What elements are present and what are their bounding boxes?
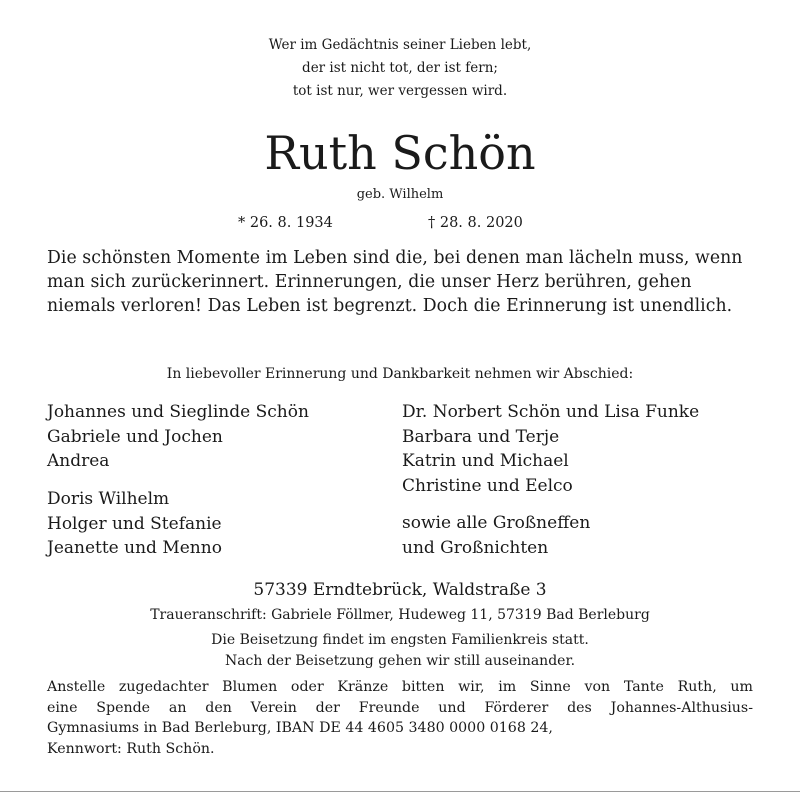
poem-line: tot ist nur, wer vergessen wird.	[292, 83, 508, 99]
maiden-name: geb. Wilhelm	[356, 187, 444, 202]
deceased-name: Ruth Schön	[264, 126, 536, 180]
mourner-name: und Großnichten	[402, 537, 549, 558]
memorial-poem	[0, 34, 800, 103]
mourner-name: Barbara und Terje	[402, 426, 560, 447]
poem-line: der ist nicht tot, der ist fern;	[302, 60, 498, 76]
mourner-name: Christine und Eelco	[402, 475, 573, 496]
mourning-address: Traueranschrift: Gabriele Föllmer, Hudeweg 11, 57319 Bad Berleburg	[150, 607, 650, 623]
donation-line: Gymnasiums in Bad Berleburg, IBAN DE 44 4605 3480 0000 0168 24,	[47, 720, 553, 736]
mourners-left-group-2	[47, 487, 222, 561]
donation-note	[47, 677, 753, 759]
mourner-name: Doris Wilhelm	[47, 489, 170, 509]
mourner-name: Katrin und Michael	[402, 451, 569, 471]
funeral-note	[0, 630, 800, 672]
farewell-line: In liebevoller Erinnerung und Dankbarkeit nehmen wir Abschied:	[166, 366, 634, 382]
mourner-name: Gabriele und Jochen	[47, 426, 223, 447]
donation-line: Kennwort: Ruth Schön.	[47, 740, 215, 757]
donation-line: Anstelle zugedachter Blumen oder Kränze bitten wir, im Sinne von Tante Ruth, um	[47, 679, 753, 695]
mourner-name: Dr. Norbert Schön und Lisa Funke	[402, 402, 700, 422]
death-date: † 28. 8. 2020	[428, 215, 523, 231]
donation-line: eine Spende an den Verein der Freunde und Förderer des Johannes-Althusius-	[47, 699, 753, 716]
mourners-right-group-1	[402, 400, 699, 498]
funeral-note-line: Nach der Beisetzung gehen wir still auseinander.	[224, 653, 576, 669]
mourner-name: sowie alle Großneffen	[402, 513, 591, 533]
poem-line: Wer im Gedächtnis seiner Lieben lebt,	[268, 37, 532, 53]
family-address: 57339 Erndtebrück, Waldstraße 3	[253, 580, 547, 600]
birth-date: * 26. 8. 1934	[238, 215, 333, 231]
mourner-name: Andrea	[47, 451, 110, 471]
mourners-left-group-1	[47, 400, 309, 474]
mourner-name: Johannes und Sieglinde Schön	[47, 402, 309, 422]
memorial-quote: Die schönsten Momente im Leben sind die, bei denen man lächeln muss, wenn man sich zurückerinnert. Erinnerungen, die unser Herz berühren, gehen niemals verloren! Das Leben ist begrenzt. Doch die Erinnerung ist unendlich.	[47, 248, 743, 316]
mourners-right-group-2	[402, 511, 590, 560]
funeral-note-line: Die Beisetzung findet im engsten Familienkreis statt.	[211, 632, 589, 648]
mourner-name: Jeanette und Menno	[47, 538, 222, 558]
mourner-name: Holger und Stefanie	[47, 513, 222, 534]
